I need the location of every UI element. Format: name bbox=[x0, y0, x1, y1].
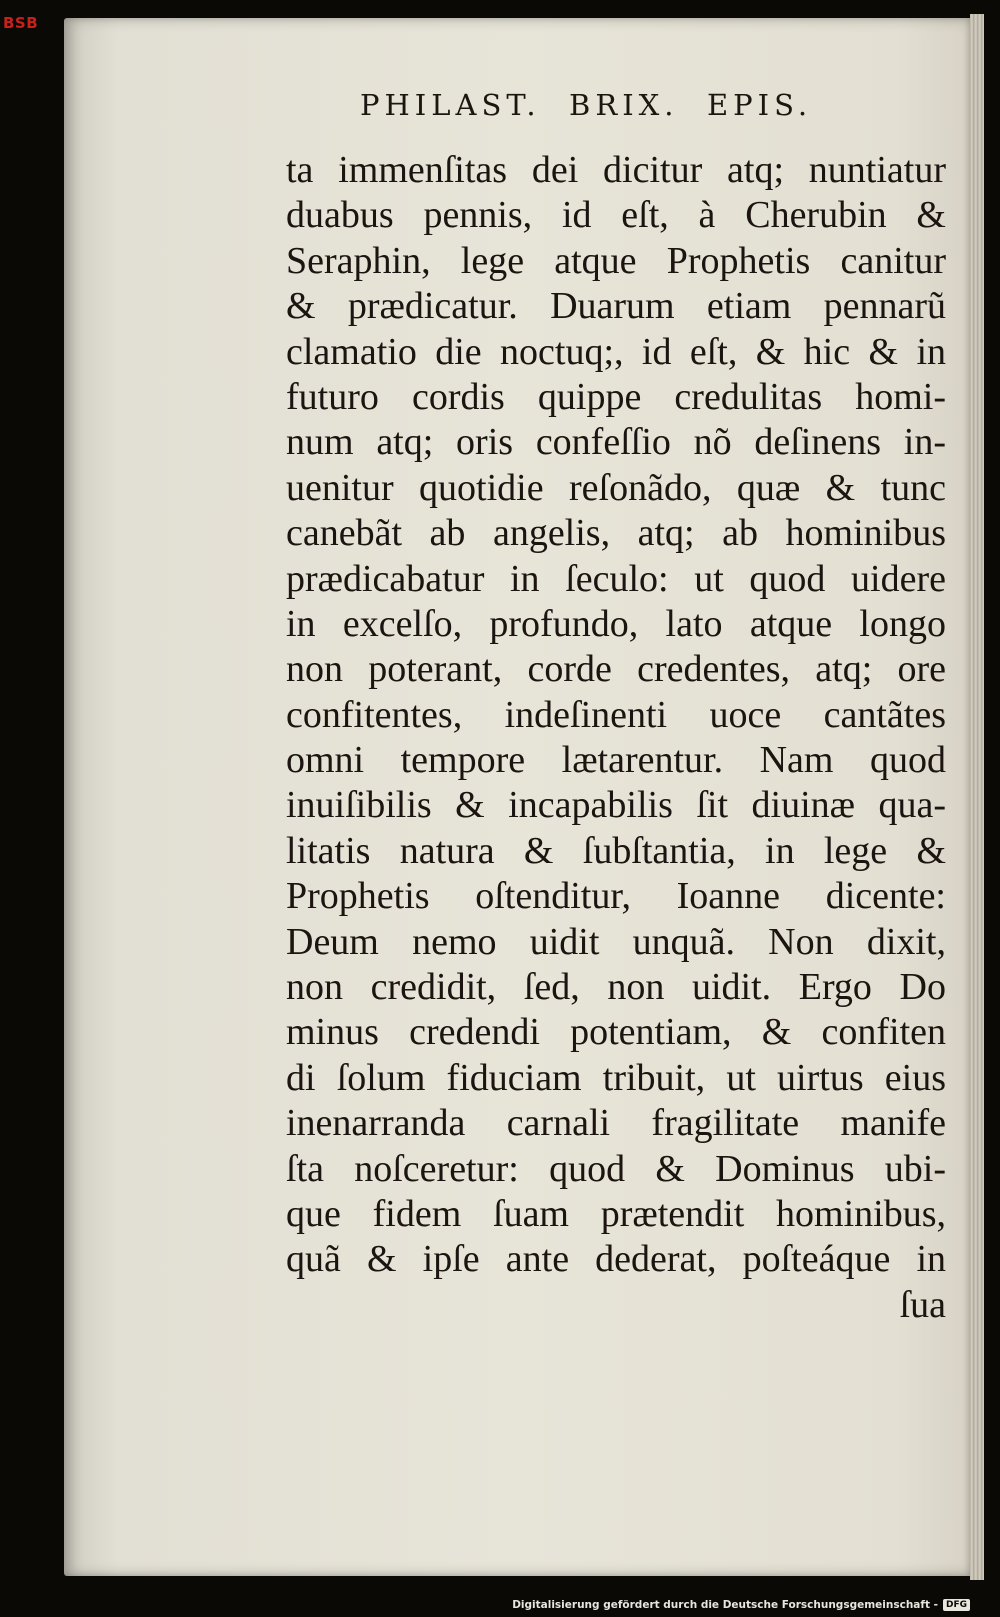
text-line: litatis natura & ſubſtantia, in lege & bbox=[286, 829, 946, 872]
text-line: ſta noſceretur: quod & Dominus ubi- bbox=[286, 1147, 946, 1190]
credit-text: Digitalisierung gefördert durch die Deutsche Forschungsgemeinschaft - bbox=[512, 1599, 938, 1611]
text-line: Seraphin, lege atque Prophetis canitur bbox=[286, 239, 946, 282]
text-line: in excelſo, profundo, lato atque longo bbox=[286, 602, 946, 645]
text-line: inenarranda carnali fragilitate manife bbox=[286, 1102, 946, 1145]
running-head: PHILAST. BRIX. EPIS. bbox=[360, 88, 813, 122]
dfg-logo: DFG bbox=[943, 1599, 970, 1611]
page-edge bbox=[970, 14, 984, 1580]
text-line: quã & ipſe ante dederat, poſteáque in bbox=[286, 1238, 946, 1281]
text-line: prædicabatur in ſeculo: ut quod uidere bbox=[286, 557, 946, 600]
text-line: clamatio die noctuq;, id eſt, & hic & in bbox=[286, 330, 946, 373]
text-line: futuro cordis quippe credulitas homi- bbox=[286, 375, 946, 418]
text-line: & prædicatur. Duarum etiam pennarũ bbox=[286, 285, 946, 328]
text-line: minus credendi potentiam, & confiten bbox=[286, 1011, 946, 1054]
text-line: di ſolum fiduciam tribuit, ut uirtus eius bbox=[286, 1056, 946, 1099]
text-line: non credidit, ſed, non uidit. Ergo Do bbox=[286, 966, 946, 1009]
book-page bbox=[64, 18, 970, 1576]
text-line: non poterant, corde credentes, atq; ore bbox=[286, 648, 946, 691]
text-line: duabus pennis, id eſt, à Cherubin & bbox=[286, 194, 946, 237]
text-line: inuiſibilis & incapabilis ſit diuinæ qua- bbox=[286, 784, 946, 827]
text-line: Deum nemo uidit unquã. Non dixit, bbox=[286, 920, 946, 963]
text-line: confitentes, indeſinenti uoce cantãtes bbox=[286, 693, 946, 736]
bsb-logo: BSB bbox=[3, 14, 39, 32]
text-line: Prophetis oſtenditur, Ioanne dicente: bbox=[286, 875, 946, 918]
catchword: ſua bbox=[899, 1283, 946, 1326]
text-line: uenitur quotidie reſonãdo, quæ & tunc bbox=[286, 466, 946, 509]
text-line: canebãt ab angelis, atq; ab hominibus bbox=[286, 512, 946, 555]
text-line: que fidem ſuam prætendit hominibus, bbox=[286, 1192, 946, 1235]
text-block bbox=[286, 148, 946, 1328]
footer-credit bbox=[512, 1599, 970, 1611]
text-line: ta immenſitas dei dicitur atq; nuntiatur bbox=[286, 149, 946, 191]
text-line: num atq; oris confeſſio nõ deſinens in- bbox=[286, 421, 946, 464]
text-line: omni tempore lætarentur. Nam quod bbox=[286, 739, 946, 782]
